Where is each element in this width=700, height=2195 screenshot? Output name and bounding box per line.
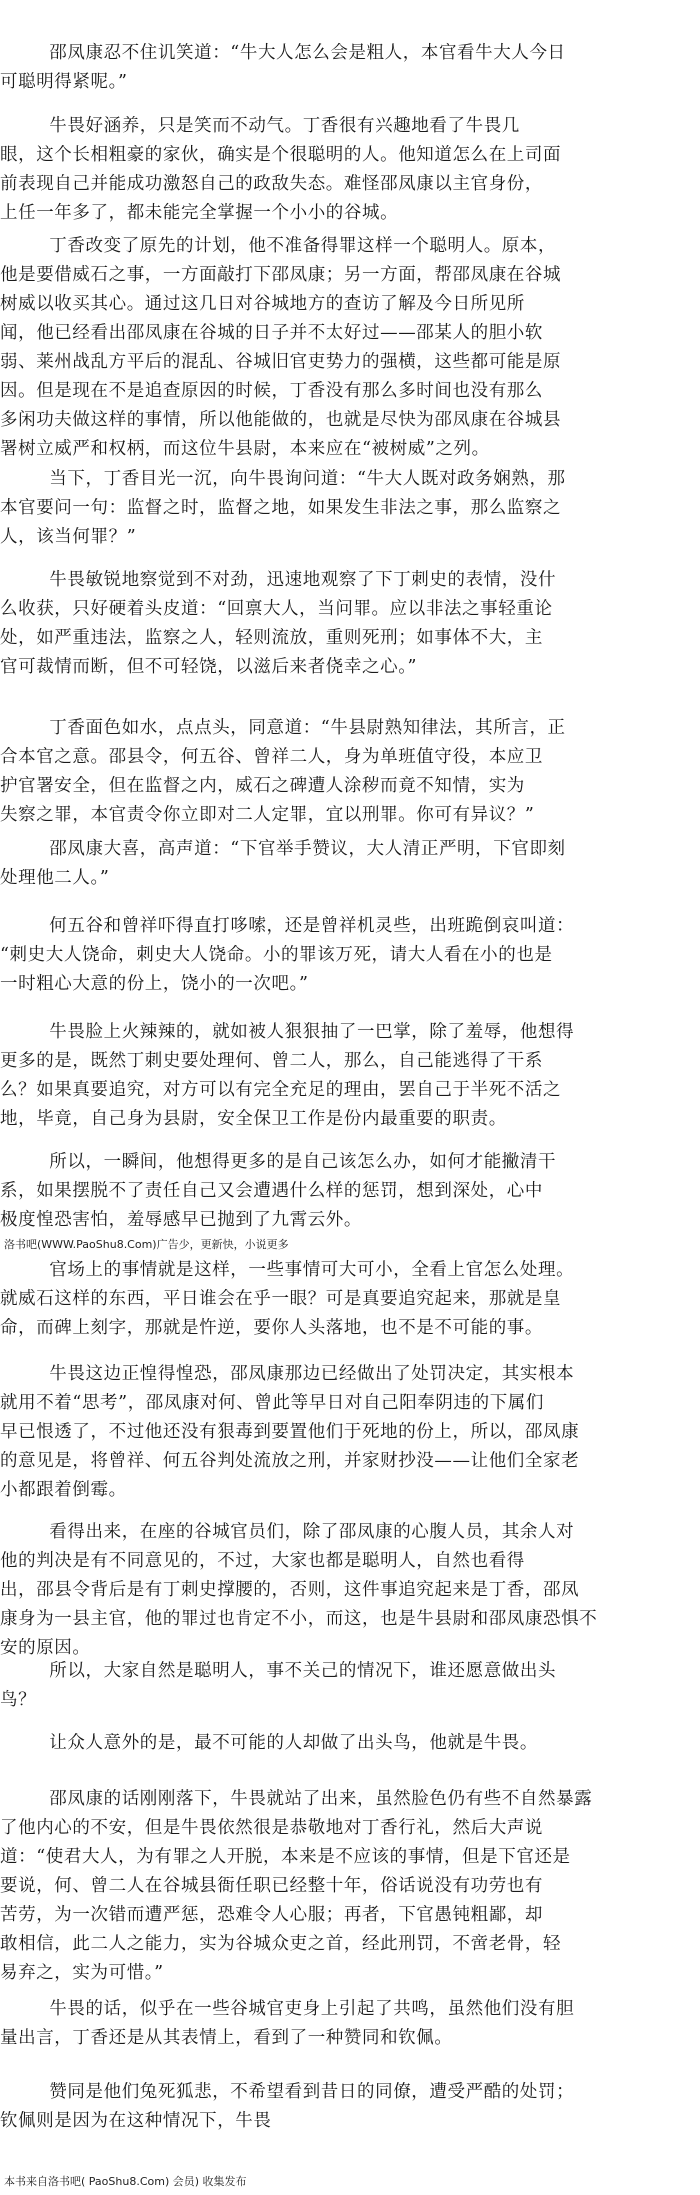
paragraph-16: 邵凤康的话刚刚落下，牛畏就站了出来，虽然脸色仍有些不自然暴露 了他内心的不安，但是牛畏依然很是恭敬地对丁香行礼，然后大声说 道：“使君大人，为有罪之人开脱，本来是不应该的事情，但是下官还是 要说，何、曾二人在谷城县衙任职已经整十年，俗话说没有功劳也有 苦劳，为一次错而遭严惩，恐难令人心服；再者，下官愚钝粗鄙，却 敢相信，此二人之能力，实为谷城众吏之首，经此刑罚，不啻老骨，轻 易弃之，实为可惜。” — [0, 1789, 593, 1983]
paragraph-6: 丁香面色如水，点点头，同意道：“牛县尉熟知律法，其所言，正 合本官之意。邵县令，何五谷、曾祥二人，身为单班值守役，本应卫 护官署安全，但在监督之内，威石之碑遭人涂秽而竟不知情，实为 失察之罪，本官责令你立即对二人定罪，宜以刑罪。你可有异议？” — [0, 718, 566, 825]
paragraph-4: 当下，丁香目光一沉，向牛畏询问道：“牛大人既对政务娴熟，那 本官要问一句：监督之时，监督之地，如果发生非法之事，那么监察之 人，该当何罪？” — [0, 469, 566, 547]
paragraph-11: 官场上的事情就是这样，一些事情可大可小，全看上官怎么处理。 就威石这样的东西，平日谁会在乎一眼？可是真要追究起来，那就是皇 命，而碑上刻字，那就是忤逆，要你人头落地，也不是不可能的事。 — [0, 1260, 575, 1338]
paragraph-17: 牛畏的话，似乎在一些谷城官吏身上引起了共鸣，虽然他们没有胆 量出言，丁香还是从其表情上，看到了一种赞同和钦佩。 — [0, 1999, 575, 2048]
paragraph-2: 牛畏好涵养，只是笑而不动气。丁香很有兴趣地看了牛畏几 眼，这个长相粗豪的家伙，确实是个很聪明的人。他知道怎么在上司面 前表现自己并能成功激怒自己的政敌失态。难怪邵凤康以主官身份， 上任一年多了，都未能完全掌握一个小小的谷城。 — [0, 116, 562, 223]
paragraph-14: 所以，大家自然是聪明人，事不关己的情况下，谁还愿意做出头 鸟？ — [0, 1661, 557, 1710]
paragraph-18: 赞同是他们兔死狐悲，不希望看到昔日的同僚，遭受严酷的处罚； 钦佩则是因为在这种情况下，牛畏 — [0, 2082, 575, 2131]
paragraph-5: 牛畏敏锐地察觉到不对劲，迅速地观察了下丁刺史的表情，没什 么收获，只好硬着头皮道：“回禀大人，当问罪。应以非法之事轻重论 处，如严重违法，监察之人，轻则流放，重则死刑；如事体不大，主 官可裁情而断，但不可轻饶，以滋后来者侥幸之心。” — [0, 570, 557, 677]
paragraph-3: 丁香改变了原先的计划，他不准备得罪这样一个聪明人。原本， 他是要借威石之事，一方面敲打下邵凤康；另一方面，帮邵凤康在谷城 树威以收买其心。通过这几日对谷城地方的查访了解及今日所见所 闻，他已经看出邵凤康在谷城的日子并不太好过——邵某人的胆小软 弱、莱州战乱方平后的混乱、谷城旧官吏势力的强横，这些都可能是原 因。但是现在不是追查原因的时候，丁香没有那么多时间也没有那么 多闲功夫做这样的事情，所以他能做的，也就是尽快为邵凤康在谷城县 署树立威严和权柄，而这位牛县尉，本来应在“被树威”之列。 — [0, 236, 562, 459]
paragraph-7: 邵凤康大喜，高声道：“下官举手赞议，大人清正严明，下官即刻 处理他二人。” — [0, 839, 566, 888]
site-advert-text: 洛书吧(WWW.PaoShu8.Com)广告少，更新快，小说更多 — [4, 1238, 289, 1251]
paragraph-1: 邵凤康忍不住讥笑道：“牛大人怎么会是粗人，本官看牛大人今日 可聪明得紧呢。” — [0, 43, 566, 92]
paragraph-10: 所以，一瞬间，他想得更多的是自己该怎么办，如何才能撇清干 系，如果摆脱不了责任自己又会遭遇什么样的惩罚，想到深处，心中 极度惶恐害怕，羞辱感早已抛到了九霄云外。 — [0, 1152, 557, 1230]
paragraph-8: 何五谷和曾祥吓得直打哆嗦，还是曾祥机灵些，出班跪倒哀叫道： “刺史大人饶命，刺史大人饶命。小的罪该万死，请大人看在小的也是 一时粗心大意的份上，饶小的一次吧。” — [0, 916, 575, 994]
paragraph-15: 让众人意外的是，最不可能的人却做了出头鸟，他就是牛畏。 — [0, 1733, 538, 1753]
paragraph-13: 看得出来，在座的谷城官员们，除了邵凤康的心腹人员，其余人对 他的判决是有不同意见的，不过，大家也都是聪明人，自然也看得 出，邵县令背后是有丁刺史撑腰的，否则，这件事追究起来是丁香，邵凤 康身为一县主官，他的罪过也肯定不小，而这，也是牛县尉和邵凤康恐惧不 安的原因。 — [0, 1522, 598, 1658]
paragraph-12: 牛畏这边正惶得惶恐，邵凤康那边已经做出了处罚决定，其实根本 就用不着“思考”，邵凤康对何、曾此等早日对自己阳奉阴违的下属们 早已恨透了，不过他还没有狠毒到要置他们于死地的份上，所以，邵凤康 的意见是，将曾祥、何五谷判处流放之刑，并家财抄没——让他们全家老 小都跟着倒霉。 — [0, 1364, 580, 1500]
source-footer-text: 本书来自洛书吧( PaoShu8.Com) 会员) 收集发布 — [4, 2175, 247, 2188]
paragraph-9: 牛畏脸上火辣辣的，就如被人狠狠抽了一巴掌，除了羞辱，他想得 更多的是，既然丁刺史要处理何、曾二人，那么，自己能逃得了干系 么？如果真要追究，对方可以有完全充足的理由，罢自己于半死不活之 地，毕竟，自己身为县尉，安全保卫工作是份内最重要的职责。 — [0, 1022, 575, 1129]
